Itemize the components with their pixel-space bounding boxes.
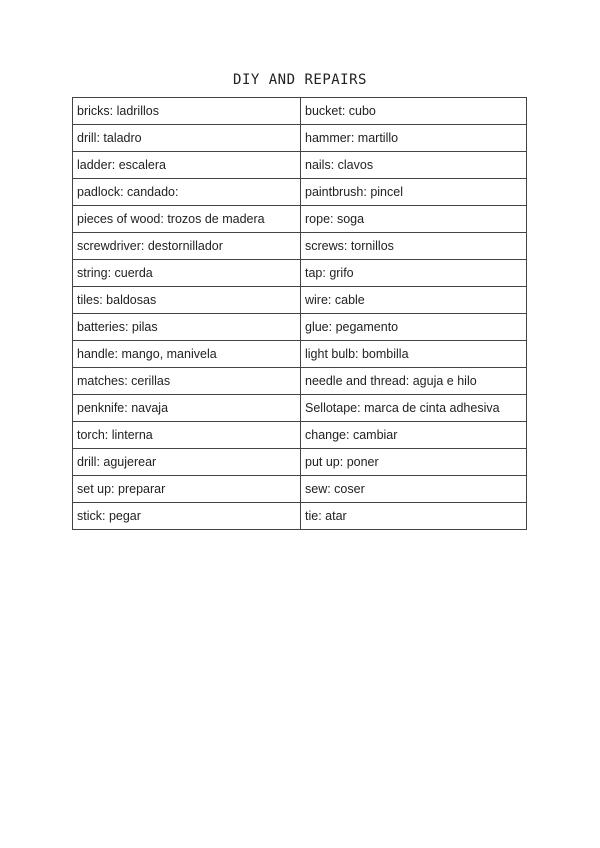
table-row	[73, 98, 527, 125]
table-cell: penknife: navaja	[73, 395, 301, 422]
table-cell: tie: atar	[301, 503, 527, 530]
table-cell: put up: poner	[301, 449, 527, 476]
table-row	[73, 503, 527, 530]
table-row	[73, 422, 527, 449]
table-cell: stick: pegar	[73, 503, 301, 530]
vocabulary-table	[72, 97, 527, 530]
table-cell: handle: mango, manivela	[73, 341, 301, 368]
table-cell: tap: grifo	[301, 260, 527, 287]
table-cell: pieces of wood: trozos de madera	[73, 206, 301, 233]
table-cell: ladder: escalera	[73, 152, 301, 179]
table-cell: sew: coser	[301, 476, 527, 503]
table-cell: needle and thread: aguja e hilo	[301, 368, 527, 395]
table-cell: hammer: martillo	[301, 125, 527, 152]
table-cell: drill: agujerear	[73, 449, 301, 476]
table-row	[73, 152, 527, 179]
table-row	[73, 395, 527, 422]
table-row	[73, 179, 527, 206]
table-cell: set up: preparar	[73, 476, 301, 503]
table-cell: nails: clavos	[301, 152, 527, 179]
table-cell: bricks: ladrillos	[73, 98, 301, 125]
table-cell: Sellotape: marca de cinta adhesiva	[301, 395, 527, 422]
table-row	[73, 476, 527, 503]
table-cell: screws: tornillos	[301, 233, 527, 260]
table-cell: wire: cable	[301, 287, 527, 314]
table-cell: screwdriver: destornillador	[73, 233, 301, 260]
table-cell: string: cuerda	[73, 260, 301, 287]
table-row	[73, 287, 527, 314]
table-cell: paintbrush: pincel	[301, 179, 527, 206]
table-cell: drill: taladro	[73, 125, 301, 152]
page-title: DIY AND REPAIRS	[233, 72, 367, 88]
table-row	[73, 260, 527, 287]
table-row	[73, 125, 527, 152]
table-cell: batteries: pilas	[73, 314, 301, 341]
table-cell: rope: soga	[301, 206, 527, 233]
table-cell: torch: linterna	[73, 422, 301, 449]
table-row	[73, 233, 527, 260]
table-row	[73, 368, 527, 395]
table-row	[73, 314, 527, 341]
table-cell: light bulb: bombilla	[301, 341, 527, 368]
table-row	[73, 206, 527, 233]
table-cell: change: cambiar	[301, 422, 527, 449]
table-cell: tiles: baldosas	[73, 287, 301, 314]
table-row	[73, 449, 527, 476]
table-cell: glue: pegamento	[301, 314, 527, 341]
table-row	[73, 341, 527, 368]
table-cell: padlock: candado:	[73, 179, 301, 206]
table-cell: bucket: cubo	[301, 98, 527, 125]
table-cell: matches: cerillas	[73, 368, 301, 395]
